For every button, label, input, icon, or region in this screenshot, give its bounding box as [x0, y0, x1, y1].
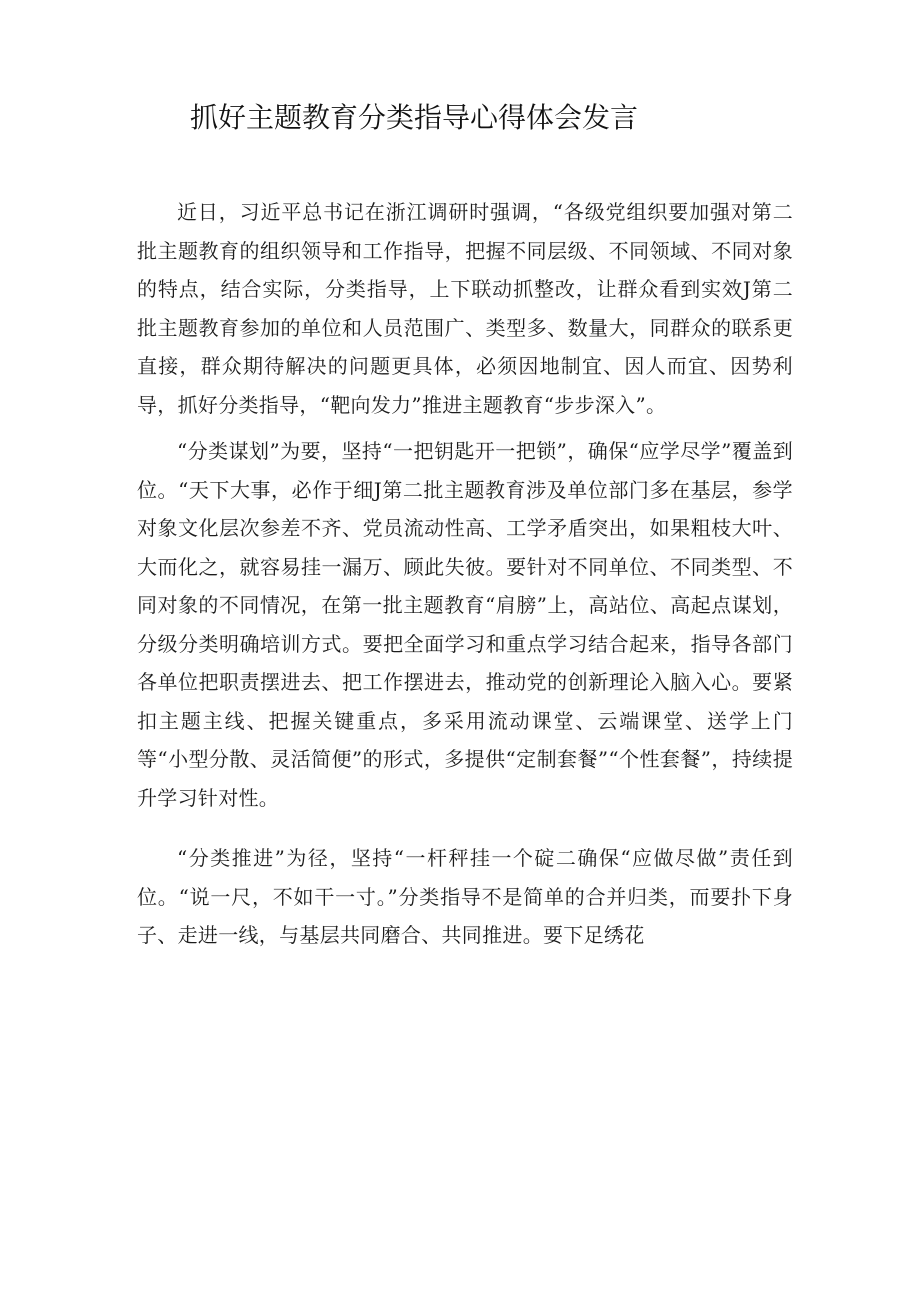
paragraph-intro: 近日，习近平总书记在浙江调研时强调，“各级党组织要加强对第二批主题教育的组织领导和工作指导，把握不同层级、不同领域、不同对象的特点，结合实际，分类指导，上下联动抓整改，让群众看到实效J第二批主题教育参加的单位和人员范围广、类型多、数量大，同群众的联系更直接，群众期待解决的问题更具体，必须因地制宜、因人而宜、因势利导，抓好分类指导，“靶向发力”推进主题教育“步步深入”。: [137, 200, 793, 417]
document-title: 抓好主题教育分类指导心得体会发言: [189, 101, 638, 134]
paragraph-advancing: “分类推进”为径，坚持“一杆秤挂一个碇二确保“应做尽做”责任到位。“说一尺，不如干一寸。”分类指导不是简单的合并归类，而要扑下身子、走进一线，与基层共同磨合、共同推进。要下足绣花: [137, 846, 793, 947]
document-body: [137, 193, 793, 955]
paragraph-planning: “分类谋划”为要，坚持“一把钥匙开一把锁”，确保“应学尽学”覆盖到位。“天下大事，必作于细J第二批主题教育涉及单位部门多在基层，参学对象文化层次参差不齐、党员流动性高、工学矛盾突出，如果粗枝大叶、大而化之，就容易挂一漏万、顾此失彼。要针对不同单位、不同类型、不同对象的不同情况，在第一批主题教育“肩膀”上，高站位、高起点谋划，分级分类明确培训方式。要把全面学习和重点学习结合起来，指导各部门各单位把职责摆进去、把工作摆进去，推动党的创新理论入脑入心。要紧扣主题主线、把握关键重点，多采用流动课堂、云端课堂、送学上门等“小型分散、灵活简便”的形式，多提供“定制套餐”“个性套餐”，持续提升学习针对性。: [137, 439, 793, 810]
